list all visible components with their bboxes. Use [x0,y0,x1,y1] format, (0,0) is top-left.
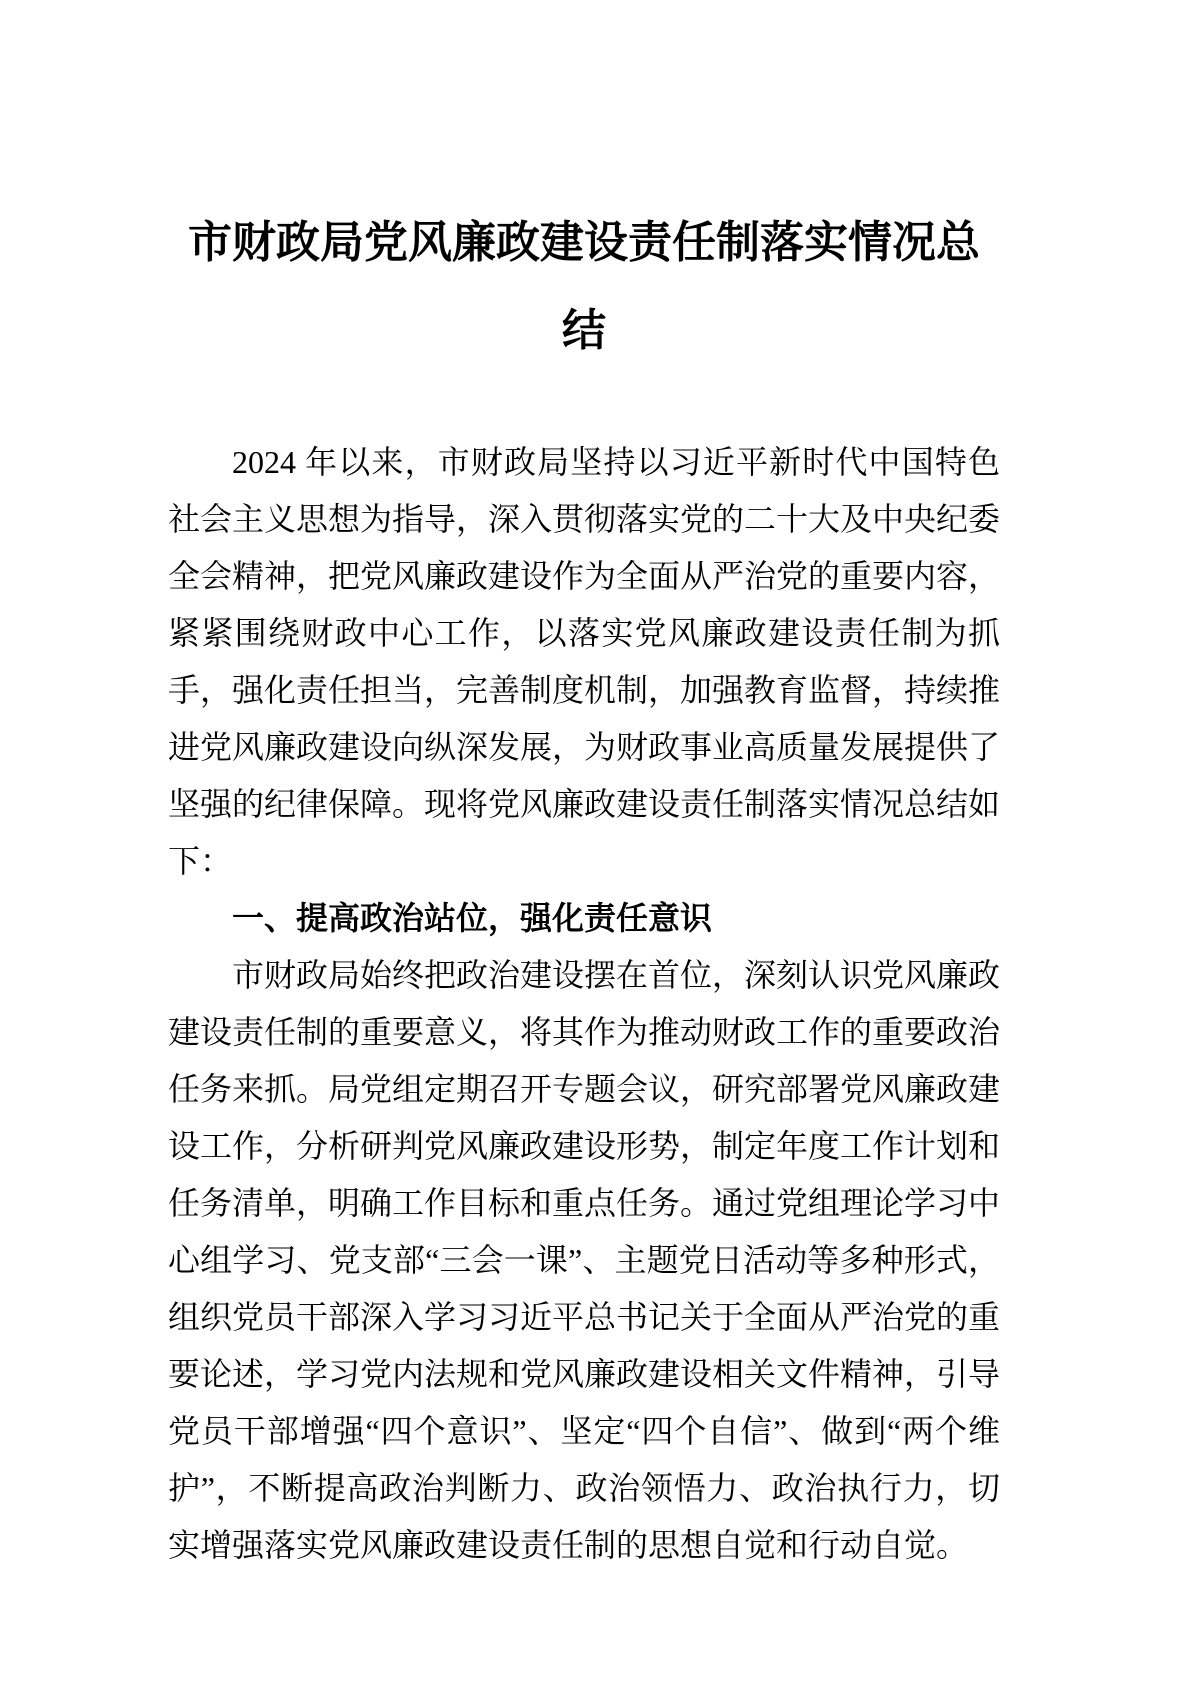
document-title: 市财政局党风廉政建设责任制落实情况总结 [188,218,980,355]
section-heading-1: 一、提高政治站位，强化责任意识 [232,900,713,936]
document-content [168,199,1000,1574]
paragraph-section-1: 市财政局始终把政治建设摆在首位，深刻认识党风廉政建设责任制的重要意义，将其作为推动财政工作的重要政治任务来抓。局党组定期召开专题会议，研究部署党风廉政建设工作，分析研判党风廉政建设形势，制定年度工作计划和任务清单，明确工作目标和重点任务。通过党组理论学习中心组学习、党支部“三会一课”、主题党日活动等多种形式，组织党员干部深入学习习近平总书记关于全面从严治党的重要论述，学习党内法规和党风廉政建设相关文件精神，引导党员干部增强“四个意识”、坚定“四个自信”、做到“两个维护”，不断提高政治判断力、政治领悟力、政治执行力，切实增强落实党风廉政建设责任制的思想自觉和行动自觉。 [168,957,1001,1563]
paragraph-intro: 2024 年以来，市财政局坚持以习近平新时代中国特色社会主义思想为指导，深入贯彻落实党的二十大及中央纪委全会精神，把党风廉政建设作为全面从严治党的重要内容，紧紧围绕财政中心工作，以落实党风廉政建设责任制为抓手，强化责任担当，完善制度机制，加强教育监督，持续推进党风廉政建设向纵深发展，为财政事业高质量发展提供了坚强的纪律保障。现将党风廉政建设责任制落实情况总结如下： [168,444,1001,879]
document-body [168,434,1000,1574]
